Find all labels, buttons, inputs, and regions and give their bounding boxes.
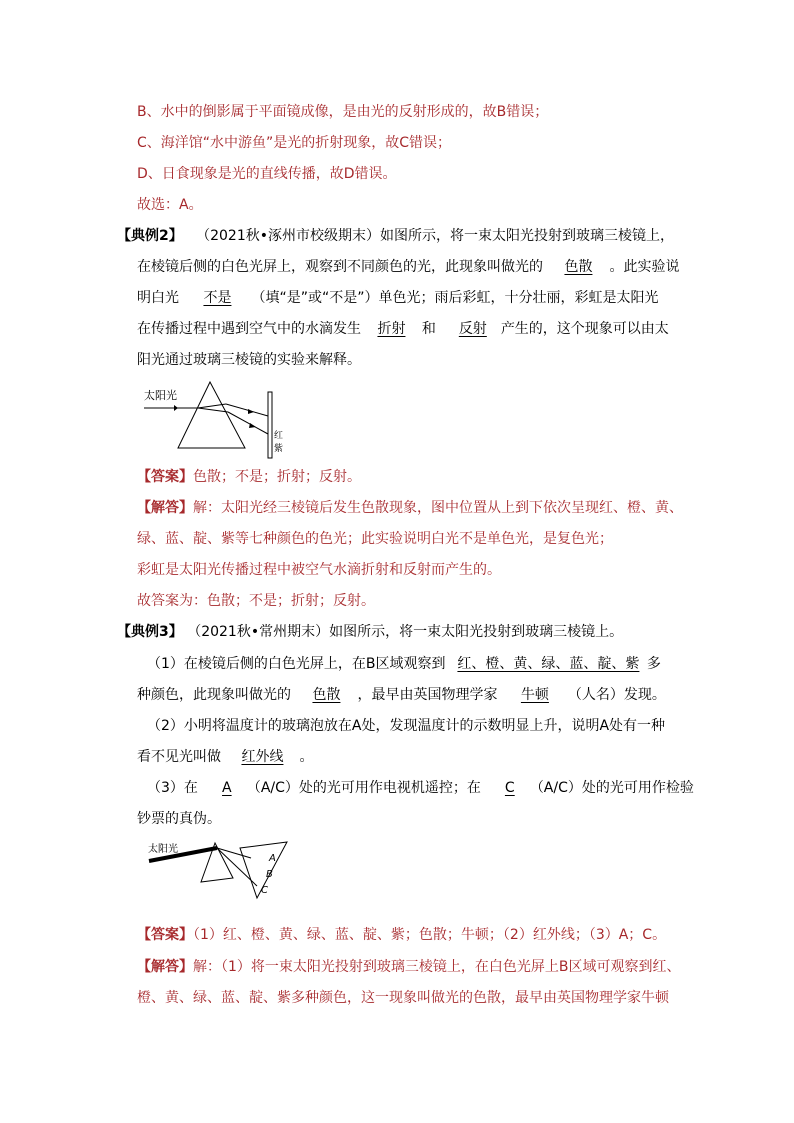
example2-source: （2021秋•涿州市校级期末） [196, 228, 380, 244]
prism-figure-1 [140, 378, 300, 460]
example3-q3-line2: 钞票的真伪。 [137, 811, 221, 827]
example3-q2-line1: （2）小明将温度计的玻璃泡放在A处，发现温度计的示数明显上升，说明A处有一种 [147, 718, 666, 734]
example2-line5: 阳光通过玻璃三棱镜的实验来解释。 [137, 352, 361, 368]
example2-analysis-line2: 绿、蓝、靛、紫等七种颜色的色光；此实验说明白光不是单色光，是复色光； [137, 531, 613, 547]
example2-analysis-line3: 彩虹是太阳光传播过程中被空气水滴折射和反射而产生的。 [137, 562, 501, 578]
q2-end: 。 [299, 749, 314, 765]
blank-dispersion-2: 色散 [312, 687, 341, 703]
analysis-tag: 【解答】 [137, 500, 193, 516]
q3-end: （A/C）处的光可用作检验 [529, 780, 694, 796]
example3-text1: 如图所示，将一束太阳光投射到玻璃三棱镜上。 [329, 624, 624, 640]
fig2-label-c: C [261, 885, 268, 896]
example2-line1 [117, 227, 674, 245]
example3-q1-line1 [147, 655, 661, 673]
example3-q2-line2 [137, 748, 313, 766]
explanation-choice: 故选：A。 [137, 197, 203, 213]
q1b-mid: ，最早由英国物理学家 [357, 687, 498, 703]
example2-text2b: 。此实验说 [609, 259, 680, 275]
example2-answer [137, 468, 361, 486]
fig1-prism [178, 382, 245, 448]
example3-q3-line1 [147, 779, 694, 797]
fig1-ray-violet [228, 412, 268, 434]
example2-text1: 如图所示，将一束太阳光投射到玻璃三棱镜上， [380, 228, 674, 244]
analysis-text1: 解：太阳光经三棱镜后发生色散现象，图中位置从上到下依次呈现红、橙、黄、 [193, 500, 683, 516]
example3-answer [137, 926, 666, 944]
answer-text-3: （1）红、橙、黄、绿、蓝、靛、紫；色散；牛顿；（2）红外线；（3）A；C。 [193, 927, 667, 943]
q1-text-end: 多 [646, 656, 661, 672]
explanation-line-d: D、日食现象是光的直线传播，故D错误。 [137, 166, 397, 182]
q1b-end: （人名）发现。 [567, 687, 666, 703]
example2-analysis-line1 [137, 499, 683, 517]
explanation-line-b: B、水中的倒影属于平面镜成像，是由光的反射形成的，故B错误； [137, 104, 549, 120]
blank-newton: 牛顿 [520, 687, 549, 703]
blank-dispersion: 色散 [564, 259, 593, 275]
blank-seven-colors: 红、橙、黄、绿、蓝、靛、紫 [457, 656, 640, 672]
fig1-ray-top-inside [198, 404, 226, 408]
fig1-violet-label: 紫 [274, 444, 284, 454]
example3-q1-line2 [137, 686, 666, 704]
example3-line1 [117, 623, 623, 641]
example2-text4b: 产生的，这个现象可以由太 [500, 321, 669, 337]
fig2-label-b: B [266, 869, 273, 880]
blank-c: C [504, 780, 515, 796]
example2-text2: 在棱镜后侧的白色光屏上，观察到不同颜色的光，此现象叫做光的 [137, 259, 543, 275]
fig1-ray-bottom-inside [198, 408, 228, 412]
example2-line4 [137, 320, 669, 338]
blank-refraction: 折射 [377, 321, 406, 337]
fig2-sunlight-label: 太阳光 [148, 844, 178, 855]
fig1-sunlight-label: 太阳光 [144, 389, 177, 402]
q2-text: 看不见光叫做 [137, 749, 221, 765]
example2-line3 [137, 289, 658, 307]
example3-analysis-line2: 橙、黄、绿、蓝、靛、紫多种颜色，这一现象叫做光的色散，最早由英国物理学家牛顿 [137, 990, 669, 1006]
q1b-text: 种颜色，此现象叫做光的 [137, 687, 291, 703]
example2-tag: 【典例2】 [117, 228, 183, 244]
q3-text: （3）在 [147, 780, 198, 796]
example2-text3: 明白光 [137, 290, 179, 306]
analysis-tag-3: 【解答】 [137, 959, 193, 975]
answer-text: 色散；不是；折射；反射。 [193, 469, 361, 485]
prism-figure-2 [145, 836, 305, 914]
fig1-red-label: 红 [274, 431, 284, 441]
example3-source: （2021秋•常州期末） [187, 624, 330, 640]
blank-not: 不是 [203, 290, 232, 306]
explanation-line-c: C、海洋馆“水中游鱼”是光的折射现象，故C错误； [137, 135, 452, 151]
fig2-label-a: A [269, 853, 276, 864]
answer-tag: 【答案】 [137, 469, 193, 485]
answer-tag-3: 【答案】 [137, 927, 193, 943]
blank-a: A [222, 780, 232, 796]
blank-infrared: 红外线 [241, 749, 284, 765]
example2-text3b: （填“是”或“不是”）单色光；雨后彩虹，十分壮丽，彩虹是太阳光 [251, 290, 659, 306]
example3-tag: 【典例3】 [117, 624, 183, 640]
q1-text: （1）在棱镜后侧的白色光屏上，在B区域观察到 [147, 656, 446, 672]
example2-and: 和 [421, 321, 436, 337]
example2-analysis-line4: 故答案为：色散；不是；折射；反射。 [137, 593, 375, 609]
q3-mid: （A/C）处的光可用作电视机遥控；在 [246, 780, 481, 796]
fig1-screen [268, 392, 272, 458]
example2-text4: 在传播过程中遇到空气中的水滴发生 [137, 321, 361, 337]
example2-line2 [137, 258, 679, 276]
example3-analysis-line1 [137, 958, 681, 976]
analysis3-text1: 解：（1）将一束太阳光投射到玻璃三棱镜上，在白色光屏上B区域可观察到红、 [193, 959, 681, 975]
blank-reflection: 反射 [458, 321, 487, 337]
fig1-incident-arrow [174, 405, 178, 411]
